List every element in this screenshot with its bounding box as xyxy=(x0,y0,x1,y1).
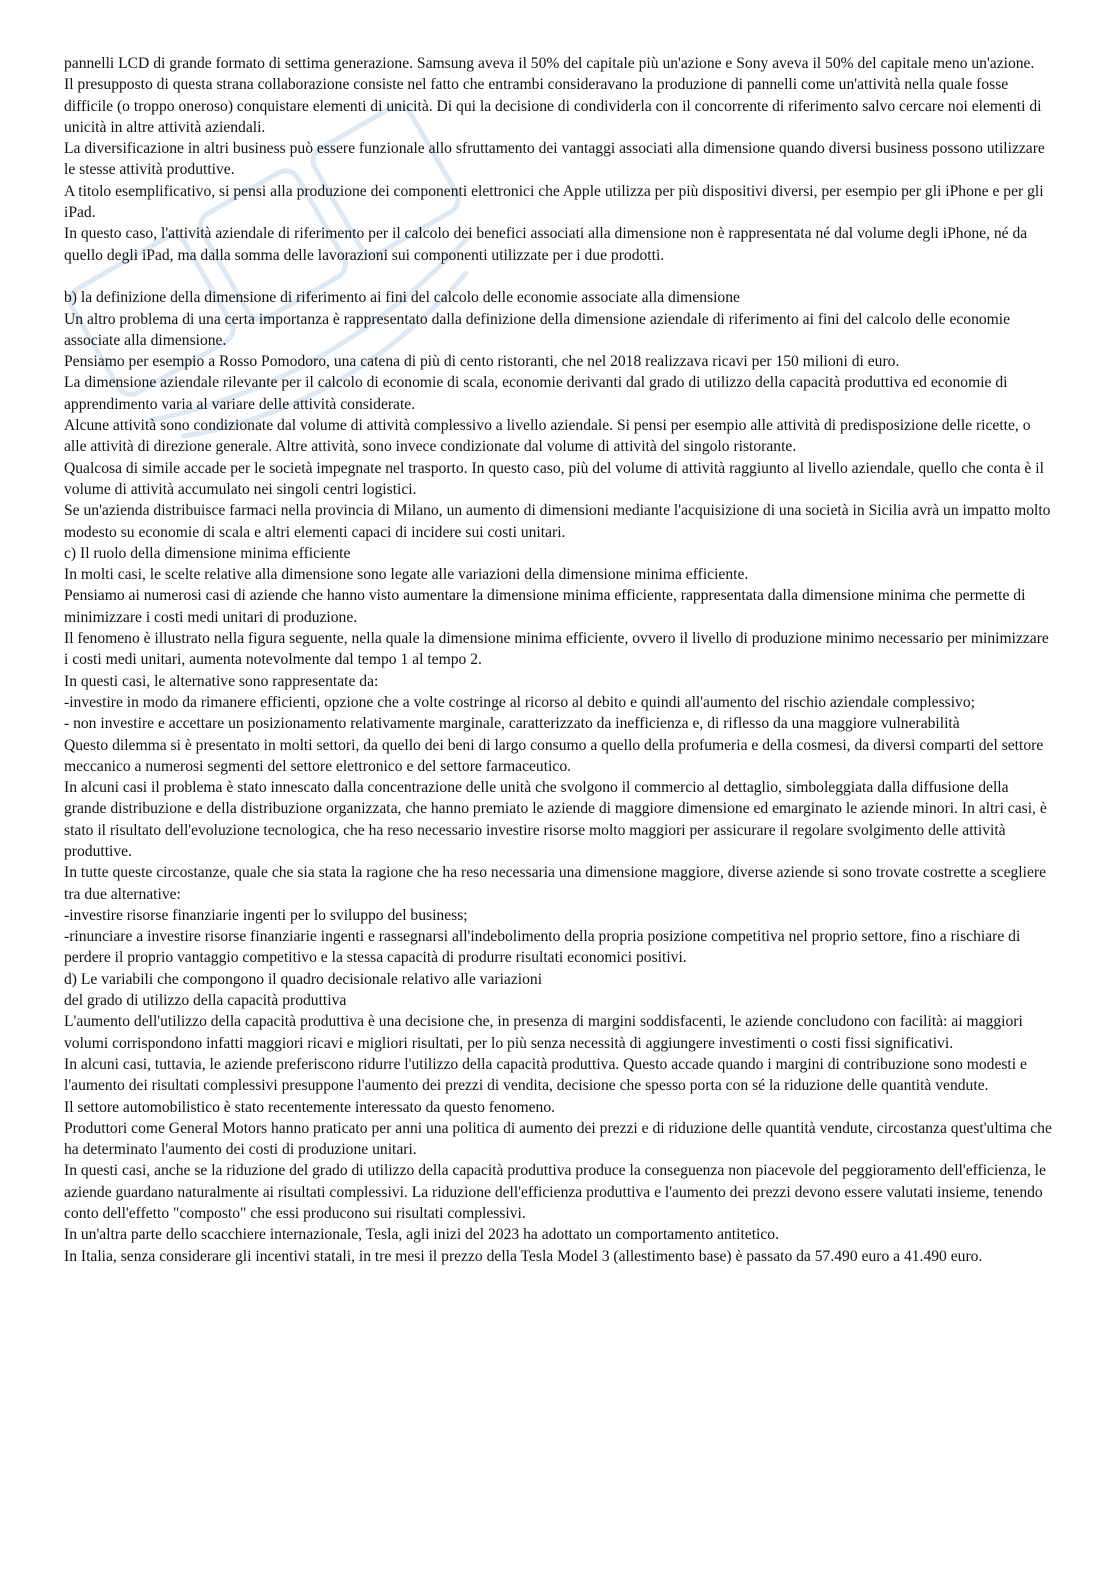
paragraph: Pensiamo ai numerosi casi di aziende che hanno visto aumentare la dimensione minima efficiente, rappresentata dalla dimensione minima che permette di minimizzare i costi medi unitari di produzione. xyxy=(64,587,1026,626)
paragraph: Il presupposto di questa strana collaborazione consiste nel fatto che entrambi consideravano la produzione di pannelli come un'attività nella quale fosse difficile (o troppo oneroso) conquistare elementi di unicità. Di qui la decisione di condividerla con il concorrente di riferimento salvo cercare noi elementi di unicità in altre attività aziendali. xyxy=(64,76,1042,136)
list-item: -investire risorse finanziarie ingenti per lo sviluppo del business; xyxy=(64,906,468,924)
paragraph: In Italia, senza considerare gli incentivi statali, in tre mesi il prezzo della Tesla Model 3 (allestimento base) è passato da 57.490 euro a 41.490 euro. xyxy=(64,1247,983,1265)
section-heading-b: b) la definizione della dimensione di riferimento ai fini del calcolo delle economie associate alla dimensione xyxy=(64,289,740,307)
blank-line xyxy=(64,266,1054,287)
document-body xyxy=(64,53,1054,1267)
paragraph: In molti casi, le scelte relative alla dimensione sono legate alle variazioni della dimensione minima efficiente. xyxy=(64,566,749,584)
list-item: -investire in modo da rimanere efficienti, opzione che a volte costringe al ricorso al debito e quindi all'aumento del rischio aziendale complessivo; xyxy=(64,693,975,711)
paragraph: In questi casi, le alternative sono rappresentate da: xyxy=(64,672,379,690)
paragraph: In tutte queste circostanze, quale che sia stata la ragione che ha reso necessaria una dimensione maggiore, diverse aziende si sono trovate costrette a scegliere tra due alternative: xyxy=(64,864,1046,903)
paragraph: Qualcosa di simile accade per le società impegnate nel trasporto. In questo caso, più del volume di attività raggiunto al livello aziendale, quello che conta è il volume di attività accumulato nei singoli centri logistici. xyxy=(64,459,1044,498)
paragraph: Questo dilemma si è presentato in molti settori, da quello dei beni di largo consumo a quello della profumeria e della cosmesi, da diversi comparti del settore meccanico a numerosi segmenti del settore elettronico e del settore farmaceutico. xyxy=(64,736,1044,775)
section-heading-d: d) Le variabili che compongono il quadro decisionale relativo alle variazioni xyxy=(64,970,543,988)
paragraph: Pensiamo per esempio a Rosso Pomodoro, una catena di più di cento ristoranti, che nel 2018 realizzava ricavi per 150 milioni di euro. xyxy=(64,353,900,371)
paragraph: Alcune attività sono condizionate dal volume di attività complessivo a livello aziendale. Si pensi per esempio alle attività di predisposizione delle ricette, o alle attività di direzione generale. Altre attività, sono invece condizionate dal volume di attività del singolo ristorante. xyxy=(64,417,1031,456)
paragraph: La dimensione aziendale rilevante per il calcolo di economie di scala, economie derivanti dal grado di utilizzo della capacità produttiva ed economie di apprendimento varia al variare delle attività considerate. xyxy=(64,374,1008,413)
paragraph: In alcuni casi il problema è stato innescato dalla concentrazione delle unità che svolgono il commercio al dettaglio, simboleggiata dalla diffusione della grande distribuzione e della distribuzione organizzata, che hanno premiato le aziende di maggiore dimensione ed emarginato le aziende minori. In altri casi, è stato il risultato dell'evoluzione tecnologica, che ha reso necessario investire risorse molto maggiori per assicurare il regolare svolgimento delle attività produttive. xyxy=(64,779,1047,860)
paragraph: In questi casi, anche se la riduzione del grado di utilizzo della capacità produttiva produce la conseguenza non piacevole del peggioramento dell'efficienza, le aziende guardano naturalmente ai risultati complessivi. La riduzione dell'efficienza produttiva e l'aumento dei prezzi devono essere valutati insieme, tenendo conto dell'effetto "composto" che essi producono sui risultati complessivi. xyxy=(64,1162,1046,1223)
paragraph: Un altro problema di una certa importanza è rappresentato dalla definizione della dimensione aziendale di riferimento ai fini del calcolo delle economie associate alla dimensione. xyxy=(64,310,1011,349)
section-heading-c: c) Il ruolo della dimensione minima efficiente xyxy=(64,544,351,562)
paragraph: Se un'azienda distribuisce farmaci nella provincia di Milano, un aumento di dimensioni mediante l'acquisizione di una società in Sicilia avrà un impatto molto modesto su economie di scala e altri elementi capaci di incidere sui costi unitari. xyxy=(64,502,1051,541)
paragraph: In alcuni casi, tuttavia, le aziende preferiscono ridurre l'utilizzo della capacità produttiva. Questo accade quando i margini di contribuzione sono modesti e l'aumento dei risultati complessivi presuppone l'aumento dei prezzi di vendita, decisione che spesso porta con sé la riduzione delle quantità vendute. xyxy=(64,1055,1027,1095)
paragraph: La diversificazione in altri business può essere funzionale allo sfruttamento dei vantaggi associati alla dimensione quando diversi business possono utilizzare le stesse attività produttive. xyxy=(64,140,1045,179)
paragraph: In un'altra parte dello scacchiere internazionale, Tesla, agli inizi del 2023 ha adottato un comportamento antitetico. xyxy=(64,1226,780,1244)
list-item: - non investire e accettare un posizionamento relativamente marginale, caratterizzato da inefficienza e, di riflesso da una maggiore vulnerabilità xyxy=(64,715,960,733)
paragraph: A titolo esemplificativo, si pensi alla produzione dei componenti elettronici che Apple utilizza per più dispositivi diversi, per esempio per gli iPhone e per gli iPad. xyxy=(64,182,1044,222)
list-item: -rinunciare a investire risorse finanziarie ingenti e rassegnarsi all'indebolimento della propria posizione competitiva nel proprio settore, fino a rischiare di perdere il proprio vantaggio competitivo e la stessa capacità di produrre risultati economici positivi. xyxy=(64,928,1021,967)
paragraph: In questo caso, l'attività aziendale di riferimento per il calcolo dei benefici associati alla dimensione non è rappresentata né dal volume degli iPhone, né da quello degli iPad, ma dalla somma delle lavorazioni sui componenti utilizzate per i due prodotti. xyxy=(64,225,1028,264)
paragraph: Il fenomeno è illustrato nella figura seguente, nella quale la dimensione minima efficiente, ovvero il livello di produzione minimo necessario per minimizzare i costi medi unitari, aumenta notevolmente dal tempo 1 al tempo 2. xyxy=(64,630,1049,669)
paragraph: pannelli LCD di grande formato di settima generazione. Samsung aveva il 50% del capitale più un'azione e Sony aveva il 50% del capitale meno un'azione. xyxy=(64,55,1035,72)
paragraph: Il settore automobilistico è stato recentemente interessato da questo fenomeno. xyxy=(64,1098,556,1116)
paragraph: L'aumento dell'utilizzo della capacità produttiva è una decisione che, in presenza di margini soddisfacenti, le aziende concludono con facilità: ai maggiori volumi corrispondono infatti maggiori ricavi e migliori risultati, per lo più senza necessità di aggiungere investimenti o costi fissi significativi. xyxy=(64,1013,1023,1052)
section-heading-d-continued: del grado di utilizzo della capacità produttiva xyxy=(64,992,347,1010)
paragraph: Produttori come General Motors hanno praticato per anni una politica di aumento dei prezzi e di riduzione delle quantità vendute, circostanza quest'ultima che ha determinato l'aumento dei costi di produzione unitari. xyxy=(64,1119,1052,1159)
